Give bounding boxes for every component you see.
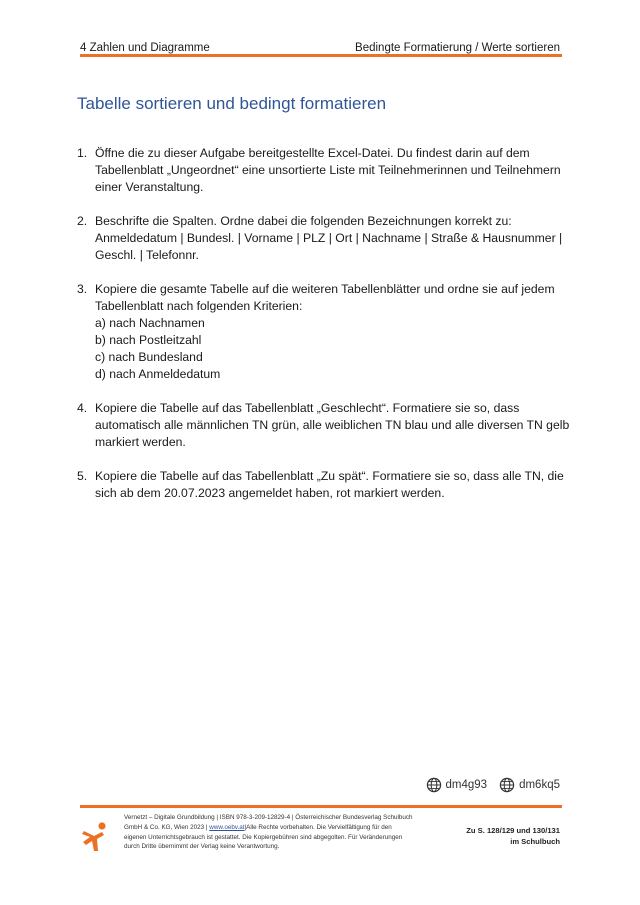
task-text xyxy=(95,213,562,264)
task-line: Beschrifte die Spalten. Ordne dabei die folgenden Bezeichnungen korrekt zu: xyxy=(95,214,512,228)
footer-line: eigenen Unterrichtsgebrauch ist gestattet. Die Kopiergebühren sind abgegolten. Für Veränderungen xyxy=(124,833,403,841)
task-line: automatisch alle männlichen TN grün, alle weiblichen TN blau und alle diversen TN gelb xyxy=(95,418,570,432)
publisher-logo-icon xyxy=(80,820,110,854)
footer-line: durch Dritte übernimmt der Verlag keine Verantwortung. xyxy=(124,843,280,851)
task-text xyxy=(95,400,569,451)
topic-label: Bedingte Formatierung / Werte sortieren xyxy=(355,42,560,54)
task-line: Kopiere die Tabelle auf das Tabellenblatt „Geschlecht“. Formatiere sie so, dass xyxy=(95,401,520,415)
online-code[interactable] xyxy=(426,777,488,793)
reference-line: im Schulbuch xyxy=(510,837,560,846)
chapter-label: 4 Zahlen und Diagramme xyxy=(80,42,210,54)
task-line: Kopiere die gesamte Tabelle auf die weiteren Tabellenblätter und ordne sie auf jedem xyxy=(95,282,555,296)
globe-icon xyxy=(499,777,515,793)
task-text xyxy=(95,145,562,196)
task-line: einer Veranstaltung. xyxy=(95,180,204,194)
task-item xyxy=(77,468,562,502)
task-line: Tabellenblatt nach folgenden Kriterien: xyxy=(95,299,303,313)
task-line: b) nach Postleitzahl xyxy=(95,333,202,347)
task-line: Öffne die zu dieser Aufgabe bereitgestellte Excel-Datei. Du findest darin auf dem xyxy=(95,146,530,160)
task-line: c) nach Bundesland xyxy=(95,350,203,364)
online-codes xyxy=(426,777,560,793)
task-line: sich ab dem 20.07.2023 angemeldet haben, rot markiert werden. xyxy=(95,486,445,500)
task-item xyxy=(77,213,562,264)
task-number: 5. xyxy=(77,469,88,483)
task-line: Kopiere die Tabelle auf das Tabellenblatt „Zu spät“. Formatiere sie so, dass alle TN, die xyxy=(95,469,564,483)
task-item xyxy=(77,281,562,383)
task-line: Geschl. | Telefonnr. xyxy=(95,248,199,262)
online-code[interactable] xyxy=(499,777,560,793)
task-line: markiert werden. xyxy=(95,435,186,449)
task-line: Tabellenblatt „Ungeordnet“ eine unsortierte Liste mit Teilnehmerinnen und Teilnehmern xyxy=(95,163,561,177)
task-number: 3. xyxy=(77,282,88,296)
task-text xyxy=(95,468,564,502)
footer-line-text: GmbH & Co. KG, Wien 2023 | xyxy=(124,823,210,831)
footer-legal xyxy=(124,813,456,852)
task-list xyxy=(77,145,570,519)
online-code-label: dm6kq5 xyxy=(519,779,560,791)
reference-line: Zu S. 128/129 und 130/131 xyxy=(466,826,560,835)
page-title: Tabelle sortieren und bedingt formatieren xyxy=(77,94,387,113)
schoolbook-reference xyxy=(450,825,560,847)
globe-icon xyxy=(426,777,442,793)
task-line: d) nach Anmeldedatum xyxy=(95,367,221,381)
footer-line: Vernetzt – Digitale Grundbildung | ISBN 978-3-209-12829-4 | Österreichischer Bundesverlag Schulbuch xyxy=(124,814,413,821)
footer-rule xyxy=(80,805,562,808)
footer-line xyxy=(124,823,456,833)
task-number: 1. xyxy=(77,146,88,160)
task-line: a) nach Nachnamen xyxy=(95,316,205,330)
task-item xyxy=(77,400,570,451)
page-header xyxy=(80,38,560,54)
task-text xyxy=(95,281,562,383)
publisher-link[interactable]: www.oebv.at xyxy=(209,823,245,831)
task-number: 2. xyxy=(77,214,88,228)
task-number: 4. xyxy=(77,401,88,415)
header-rule xyxy=(80,54,562,57)
task-line: Anmeldedatum | Bundesl. | Vorname | PLZ | Ort | Nachname | Straße & Hausnummer | xyxy=(95,231,563,245)
online-code-label: dm4g93 xyxy=(445,779,488,791)
task-item xyxy=(77,145,562,196)
footer-line-text: |Alle Rechte vorbehalten. Die Vervielfältigung für den xyxy=(244,823,392,831)
